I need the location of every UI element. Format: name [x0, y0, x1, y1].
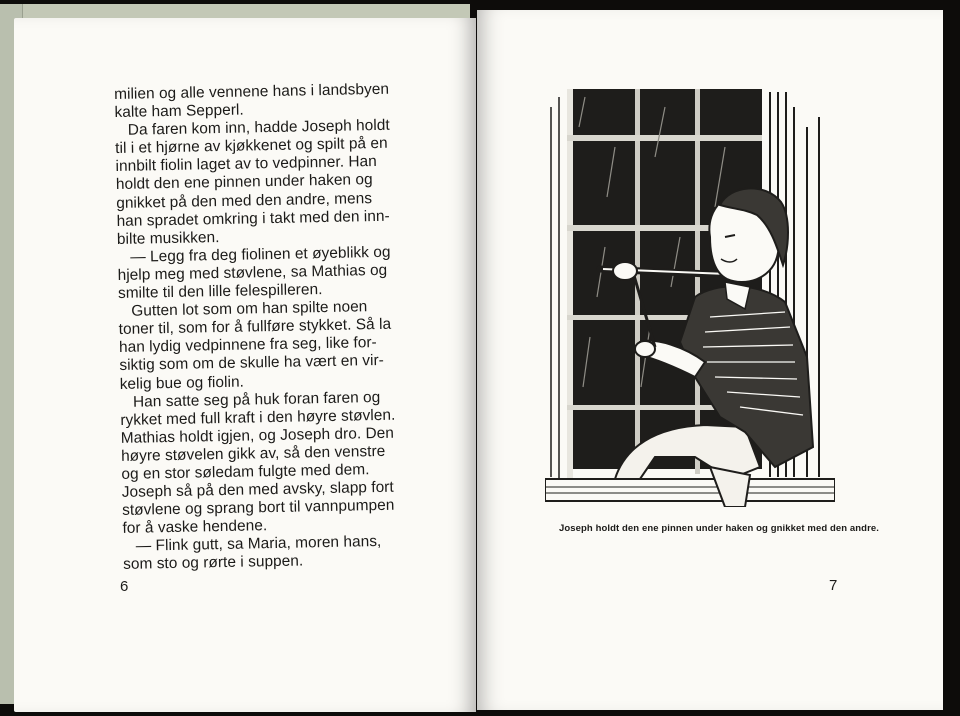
- page-number: 7: [829, 577, 838, 594]
- text-line: gnikket på den med den andre, mens: [116, 189, 373, 212]
- text-line: Da faren kom inn, hadde Joseph holdt: [114, 116, 390, 140]
- left-page: [14, 18, 476, 712]
- text-line: han spradet omkring i takt med den inn-: [116, 207, 390, 230]
- text-line: milien og alle vennene hans i landsbyen: [114, 80, 390, 103]
- text-line: hjelp meg med støvlene, sa Mathias og: [117, 261, 388, 284]
- book-cover-top-edge: [0, 4, 470, 18]
- text-line: toner til, som for å fullføre stykket. Så la: [118, 315, 392, 339]
- text-line: bilte musikken.: [116, 228, 220, 248]
- text-line: Mathias holdt igjen, og Joseph dro. Den: [120, 424, 395, 447]
- text-line: kalte ham Sepperl.: [114, 101, 244, 122]
- text-line: Gutten lot som om han spilte noen: [118, 298, 368, 321]
- page-number: 6: [120, 578, 129, 595]
- left-page-text: [114, 80, 443, 575]
- text-line: Han satte seg på huk foran faren og: [119, 388, 381, 411]
- text-line: — Legg fra deg fiolinen et øyeblikk og: [117, 243, 391, 266]
- text-line: til i et hjørne av kjøkkenet og spilt på en: [115, 135, 388, 158]
- text-line: rykket med full kraft i den høyre støvlen.: [120, 406, 396, 429]
- text-line: kelig bue og fiolin.: [119, 373, 245, 393]
- text-line: smilte til den lille felespilleren.: [117, 281, 323, 302]
- text-line: som sto og rørte i suppen.: [123, 552, 304, 574]
- text-line: innbilt fiolin laget av to vedpinner. Han: [115, 153, 377, 176]
- illustration-caption: Joseph holdt den ene pinnen under haken og gnikket med den andre.: [558, 523, 880, 534]
- text-line: — Flink gutt, sa Maria, moren hans,: [122, 533, 382, 556]
- text-line: høyre støvelen gikk av, så den venstre: [120, 442, 386, 465]
- text-line: og en stor søledam fulgte med dem.: [121, 461, 370, 483]
- text-line: for å vaske hendene.: [122, 517, 268, 538]
- text-line: Joseph så på den med avsky, slapp fort: [121, 478, 394, 501]
- illustration-boy-playing-stick-violin: [545, 87, 835, 507]
- text-line: siktig som om de skulle ha vært en vir-: [119, 352, 385, 375]
- text-line: støvlene og sprang bort til vannpumpen: [121, 496, 395, 520]
- text-line: han lydig vedpinnene fra seg, like for-: [118, 334, 377, 357]
- text-line: holdt den ene pinnen under haken og: [115, 171, 373, 194]
- right-page: [477, 10, 943, 710]
